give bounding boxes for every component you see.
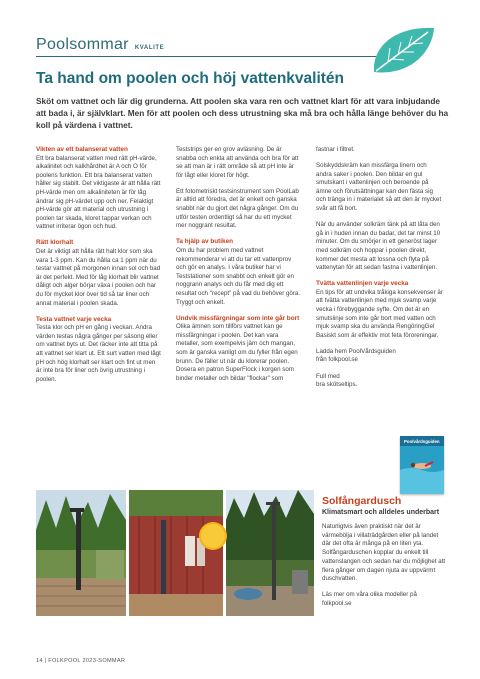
- paragraph-teststrips: Teststrips ger en grov avläsning. De är snabba och enkla att använda och bra för att se att man är i rätt område så att pH inte är för lågt eller kloret för högt.: [176, 146, 299, 179]
- sun-icon: [192, 515, 234, 557]
- subheading-waterline: Tvätta vattenlinjen varje vecka: [316, 280, 409, 288]
- sidebar-solar-shower: [322, 494, 446, 615]
- paragraph-chlorine: Det är viktigt att hålla rätt halt klor som ska vara 1-3 ppm. Kan du hålla ca 1 ppm när du testar vattnet på morgonen innan sol och bad är det perfekt. Med för låg klorhalt blir vattnet dåligt och alger börjar växa i poolen och har du för mycket klor över tid så tar liner och annat material i poolen skada.: [36, 248, 161, 307]
- section-header: [36, 36, 164, 54]
- paragraph-filter: fastnar i filtret.: [316, 146, 355, 153]
- photo-outdoor-shower-garden: [36, 490, 126, 616]
- text-column-3: [316, 146, 444, 397]
- subheading-store-help: Ta hjälp av butiken: [176, 238, 234, 246]
- section-title: Poolsommar: [36, 36, 129, 53]
- paragraph-weekly-test: Testa klor och pH en gång i veckan. Andra värden testas några gånger per säsong eller om vattnet byts ut. Det räcker inte att titta på att vattnet ser klart ut. Ett surt vatten med lågt pH och hög klorhalt ser klart och fint ut men är inte bra för liner och övrig utrustning i poolen.: [36, 324, 161, 383]
- paragraph-balance: Ett bra balanserat vatten med rätt pH-värde, alkalinitet och kalkhårdhet är A och O för poolens funktion. Ett bra balanserat vatten håller sig stabilt. Det viktigaste är att hålla rätt pH-värde men om alkaliniteten är för låg ändrar sig pH-värdet upp och ner. Felaktigt pH-värde gör att material och utrustning i poolen tar skada, kloret tappar verkan och vattnet irriterar ögon och hud.: [36, 154, 161, 231]
- sidebar-subtitle: Klimatsmart och alldeles underbart: [322, 509, 440, 516]
- subheading-chlorine: Rätt klorhalt: [36, 239, 74, 247]
- text-column-1: [36, 146, 162, 392]
- sidebar-read-more: Läs mer om våra olika modeller på folkpool.se: [322, 590, 417, 607]
- paragraph-sunscreen-tip: När du använder solkräm tänk på att låta den gå in i huden innan du badar, det tar minst 10 minuter. Om du smörjer in ett generöst lager med solkräm och hoppar i poolen direkt, kommer det mesta att lossna och flyta på vattenytan för att sedan fastna i vattenlinjen.: [316, 221, 441, 272]
- paragraph-full-of-tips: Full med bra skötseltips.: [316, 372, 358, 389]
- article-headline: Ta hand om poolen och höj vattenkvalitén: [36, 70, 345, 87]
- guide-cover-title: Poolvårdsguiden: [404, 439, 440, 444]
- subheading-discoloration: Undvik missfärgningar som inte går bort: [176, 314, 300, 322]
- paragraph-download-guide: Ladda hem PoolVårdsguiden från folkpool.se: [316, 347, 396, 364]
- section-subtitle: KVALITE: [134, 45, 165, 51]
- sidebar-paragraph: Naturligtvis även praktiskt när det är värmebölja i villaträdgården eller på landet där det ofta är många på en liten yta. Solfångarduschen kopplar du enkelt till vattenslangen och sedan har du möjlighet att flera gånger om dagen njuta av uppvärmt duschvatten.: [322, 523, 446, 583]
- paragraph-discoloration: Olika ämnen som tillförs vattnet kan ge missfärgningar i poolen. Det kan vara metaller, som exempelvis järn och mangan, som är ganska vanligt om du fyller från egen brunn. De fäller ut när du klorerar poolen. Dosera en patron SuperFlock i korgen som binder metaller och bildar "flockar" som: [176, 323, 298, 382]
- page-footer: 14 | FOLKPOOL 2023-SOMMAR: [36, 658, 126, 664]
- header-rule: [36, 56, 386, 57]
- subheading-balance: Vikten av ett balanserat vatten: [36, 146, 128, 153]
- article-ingress: Sköt om vattnet och lär dig grunderna. Att poolen ska vara ren och vattnet klart för att vara inbjudande att bada i, är självklart. Men för att poolen och dess utrustning ska må bra och hålla länge behöver du ha koll på värdena i vattnet.: [36, 96, 449, 130]
- paragraph-store-help: Om du har problem med vattnet rekommenderar vi att du tar ett vattenprov och gör en analys. I våra butiker har vi Teststationer som snabbt och enkelt gör en noggrann analys och du får med dig ett resultat och "recept" på vad du behöver göra. Tryggt och enkelt.: [176, 246, 301, 306]
- guide-cover-image: [400, 436, 444, 494]
- paragraph-waterline: En tips för att undvika tråkiga konsekvenser är att tvätta vattenlinjen med mjuk svamp varje vecka i förebyggande syfte. Om det är en smutslinje som inte går bort med vatten och mjuk svamp ska du använda RengöringGel Basiskt som är effektiv mot feta föroreningar.: [316, 288, 443, 339]
- paragraph-poollab: Ett fotometriskt testsinstrument som PoolLab är alltid att föredra, det är enkelt och ganska snabbt när du gjort det några gånger. Om du utför testen ordentligt så har du ett mycket mer noggrant resultat.: [176, 187, 299, 230]
- photo-shower-forest: [226, 490, 314, 616]
- text-column-2: [176, 146, 302, 391]
- sidebar-title: Solfångardusch: [322, 495, 402, 507]
- paragraph-sunscreen: Solskyddskräm kan missfärga linern och andra saker i poolen. Den bildar en gul smutskant i vattenlinjen och beroende på ämne och förutsättningar kan den fästa sig och tränga in i materialet så att den är mycket svår att få bort.: [316, 162, 442, 213]
- subheading-weekly-test: Testa vattnet varje vecka: [36, 315, 112, 323]
